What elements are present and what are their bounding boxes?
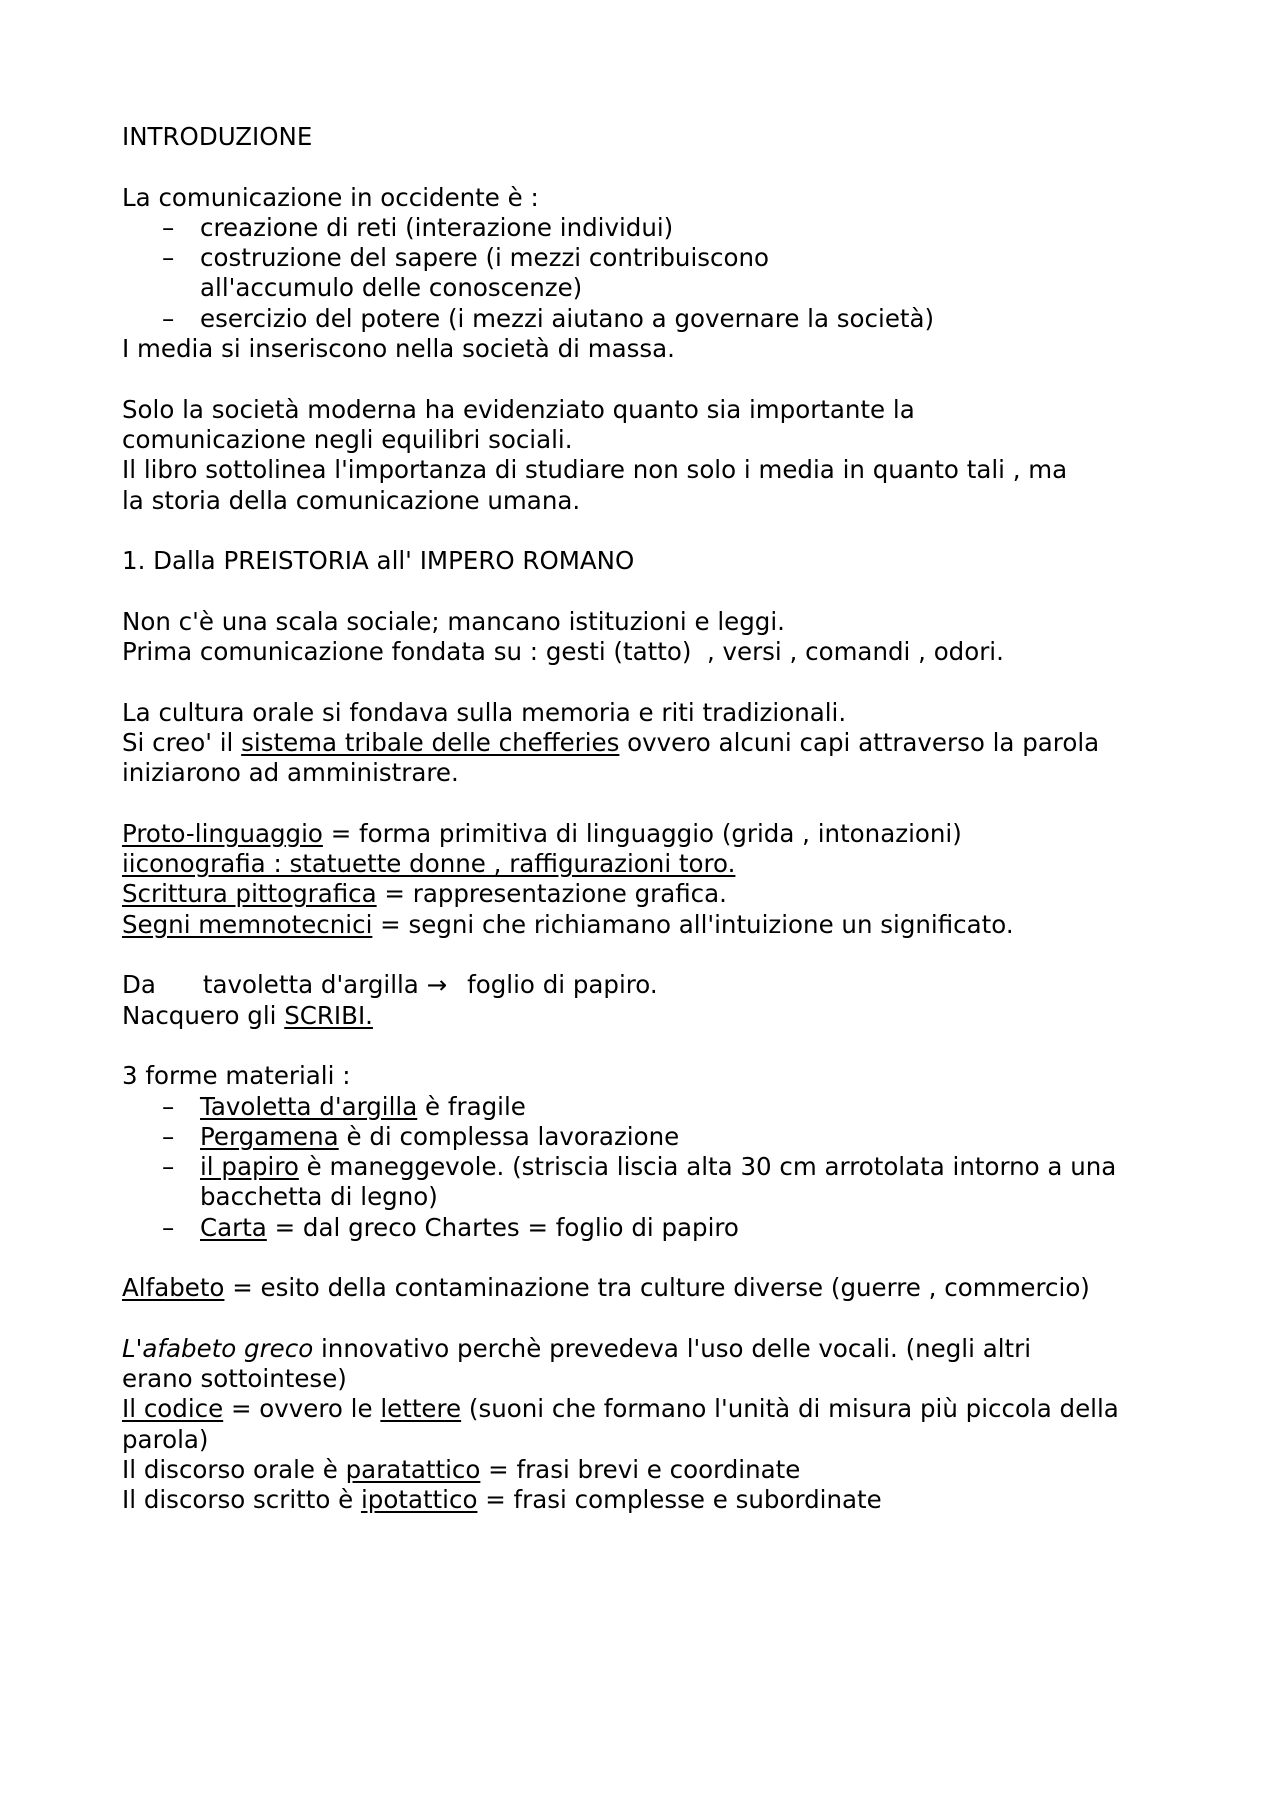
text: = forma primitiva di linguaggio (grida , intonazioni) xyxy=(322,818,962,848)
paragraph: I media si inseriscono nella società di massa. xyxy=(122,334,675,364)
paragraph: La cultura orale si fondava sulla memoria e riti tradizionali. xyxy=(122,697,847,727)
text: = rappresentazione grafica. xyxy=(376,879,727,909)
text: = ovvero le xyxy=(223,1394,381,1424)
text: = segni che richiamano all'intuizione un significato. xyxy=(372,909,1014,939)
underlined-term: sistema tribale delle chefferies xyxy=(241,727,620,757)
list-item xyxy=(200,1092,1190,1122)
paragraph: Prima comunicazione fondata su : gesti (tatto) , versi , comandi , odori. xyxy=(122,637,1004,667)
list-item xyxy=(200,1122,1190,1152)
underlined-term: Segni memnotecnici xyxy=(122,909,373,939)
paragraph xyxy=(122,1455,1190,1485)
list-item: – costruzione del sapere (i mezzi contribuiscono all'accumulo delle conoscenze) xyxy=(200,243,1190,304)
list-item xyxy=(200,1213,1190,1243)
list-item xyxy=(200,1152,1190,1213)
underlined-term: Pergamena xyxy=(200,1121,339,1151)
text: ovvero alcuni capi attraverso la parola iniziarono ad amministrare. xyxy=(122,727,1107,788)
underlined-term: Carta xyxy=(200,1212,267,1242)
italic-term: L'afabeto greco xyxy=(122,1333,314,1363)
paragraph: Non c'è una scala sociale; mancano istituzioni e leggi. xyxy=(122,606,785,636)
paragraph xyxy=(122,1485,1190,1515)
text: = dal greco Chartes = foglio di papiro xyxy=(266,1212,739,1242)
paragraph: La comunicazione in occidente è : xyxy=(122,182,539,212)
text: Il discorso scritto è xyxy=(122,1485,361,1515)
paragraph xyxy=(122,728,1182,789)
definition-line xyxy=(122,910,1190,940)
underlined-term: Il codice xyxy=(122,1394,224,1424)
underlined-term: SCRIBI. xyxy=(284,1000,373,1030)
section-title: INTRODUZIONE xyxy=(122,122,313,151)
underlined-term: Tavoletta d'argilla xyxy=(200,1091,418,1121)
text: Il discorso orale è xyxy=(122,1455,346,1485)
underlined-term: lettere xyxy=(380,1394,462,1424)
text: = esito della contaminazione tra culture diverse (guerre , commercio) xyxy=(224,1273,1090,1303)
paragraph: Il libro sottolinea l'importanza di studiare non solo i media in quanto tali , ma la storia della comunicazione umana. xyxy=(122,455,1075,515)
text: innovativo perchè prevedeva l'uso delle vocali. (negli altri erano sottointese) xyxy=(122,1333,1039,1394)
paragraph xyxy=(122,1394,1132,1455)
definition-line xyxy=(122,1273,1190,1303)
underlined-term: ipotattico xyxy=(360,1485,478,1515)
text: Da xyxy=(122,970,156,1000)
text: foglio di papiro. xyxy=(467,970,658,1000)
text: (suoni che formano l'unità di misura più piccola della parola) xyxy=(122,1394,1127,1454)
bullet-list xyxy=(122,213,1190,334)
text: = frasi brevi e coordinate xyxy=(480,1455,801,1485)
paragraph xyxy=(122,1001,1190,1031)
text: è di complessa lavorazione xyxy=(338,1121,680,1151)
paragraph xyxy=(122,970,1190,1000)
paragraph: Solo la società moderna ha evidenziato quanto sia importante la comunicazione negli equilibri sociali. xyxy=(122,394,923,454)
chapter-title: 1. Dalla PREISTORIA all' IMPERO ROMANO xyxy=(122,546,635,576)
text: tavoletta d'argilla → xyxy=(202,970,448,1000)
paragraph xyxy=(122,1334,1102,1395)
text: è fragile xyxy=(417,1091,526,1121)
text: Nacquero gli xyxy=(122,1000,285,1030)
underlined-term: paratattico xyxy=(345,1455,481,1485)
list-item: – esercizio del potere (i mezzi aiutano a governare la società) xyxy=(200,304,1190,334)
paragraph: 3 forme materiali : xyxy=(122,1061,351,1091)
underlined-term: iiconografia : statuette donne , raffigurazioni toro. xyxy=(122,849,736,879)
definition-line xyxy=(122,879,1190,909)
underlined-term: Proto-linguaggio xyxy=(122,818,323,848)
text: è maneggevole. (striscia liscia alta 30 cm arrotolata intorno a una bacchetta di legno) xyxy=(200,1152,1117,1212)
definition-line xyxy=(122,849,1190,879)
definition-line xyxy=(122,819,1190,849)
underlined-term: Scrittura pittografica xyxy=(122,879,377,909)
list-item: – creazione di reti (interazione individui) xyxy=(200,213,1190,243)
underlined-term: il papiro xyxy=(200,1152,299,1182)
underlined-term: Alfabeto xyxy=(122,1273,225,1303)
bullet-list xyxy=(122,1092,1190,1243)
text: = frasi complesse e subordinate xyxy=(477,1485,882,1515)
text: Si creo' il xyxy=(122,727,242,757)
